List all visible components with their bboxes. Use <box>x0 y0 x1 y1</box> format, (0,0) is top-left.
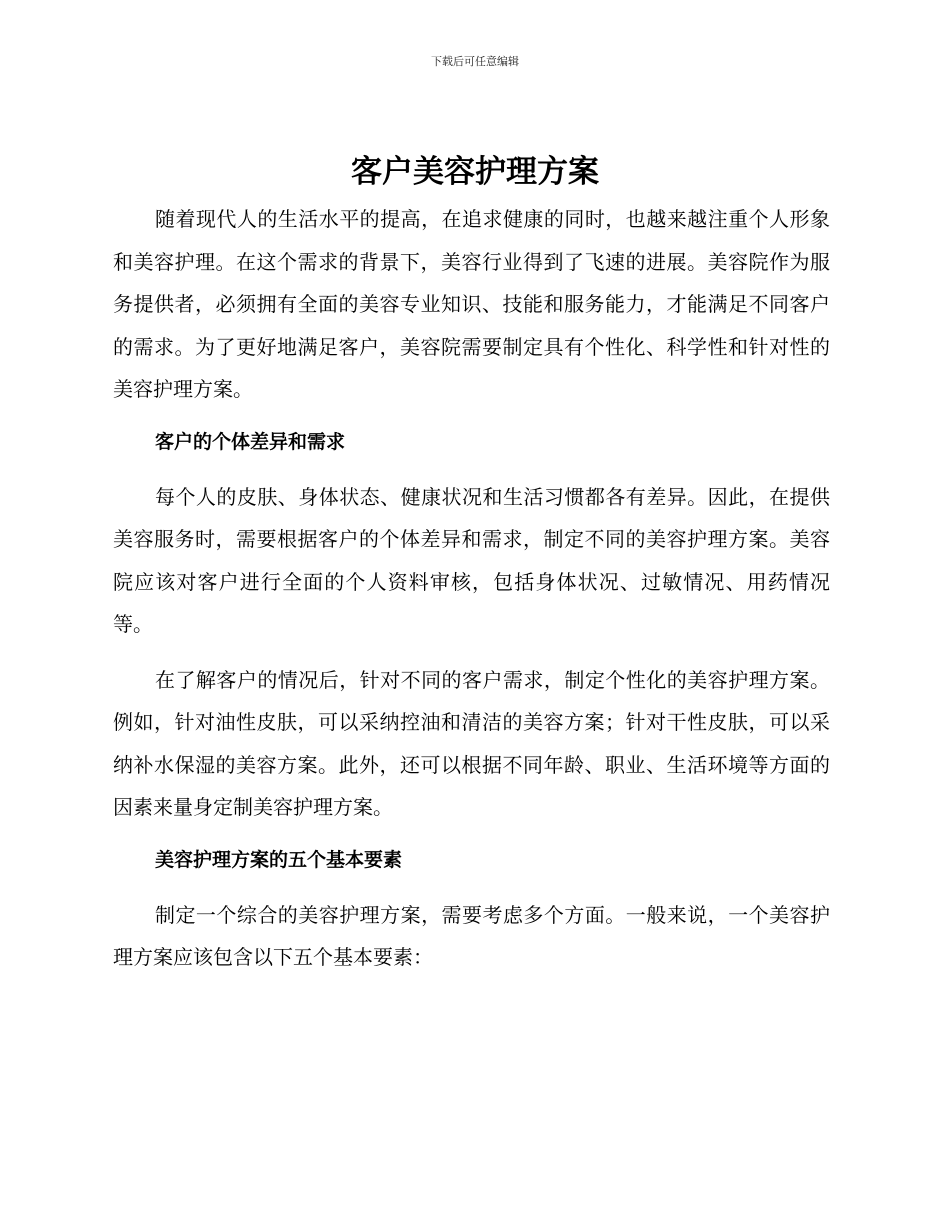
paragraph-individual-differences: 每个人的皮肤、身体状态、健康状况和生活习惯都各有差异。因此，在提供美容服务时，需要根据客户的个体差异和需求，制定不同的美容护理方案。美容院应该对客户进行全面的个人资料审核，包括身体状况、过敏情况、用药情况等。 <box>113 484 830 636</box>
section-heading-individual-needs: 客户的个体差异和需求 <box>155 430 346 453</box>
paragraph-five-elements-intro: 制定一个综合的美容护理方案，需要考虑多个方面。一般来说，一个美容护理方案应该包含以下五个基本要素： <box>113 902 830 969</box>
document-body <box>113 198 830 979</box>
header-note: 下载后可任意编辑 <box>431 55 519 68</box>
document-title: 客户美容护理方案 <box>351 154 599 190</box>
intro-paragraph: 随着现代人的生活水平的提高，在追求健康的同时，也越来越注重个人形象和美容护理。在这个需求的背景下，美容行业得到了飞速的进展。美容院作为服务提供者，必须拥有全面的美容专业知识、技能和服务能力，才能满足不同客户的需求。为了更好地满足客户，美容院需要制定具有个性化、科学性和针对性的美容护理方案。 <box>113 207 830 401</box>
section-heading-five-elements: 美容护理方案的五个基本要素 <box>155 848 403 871</box>
paragraph-personalized-plan: 在了解客户的情况后，针对不同的客户需求，制定个性化的美容护理方案。例如，针对油性皮肤，可以采纳控油和清洁的美容方案；针对干性皮肤，可以采纳补水保湿的美容方案。此外，还可以根据不同年龄、职业、生活环境等方面的因素来量身定制美容护理方案。 <box>113 667 830 819</box>
